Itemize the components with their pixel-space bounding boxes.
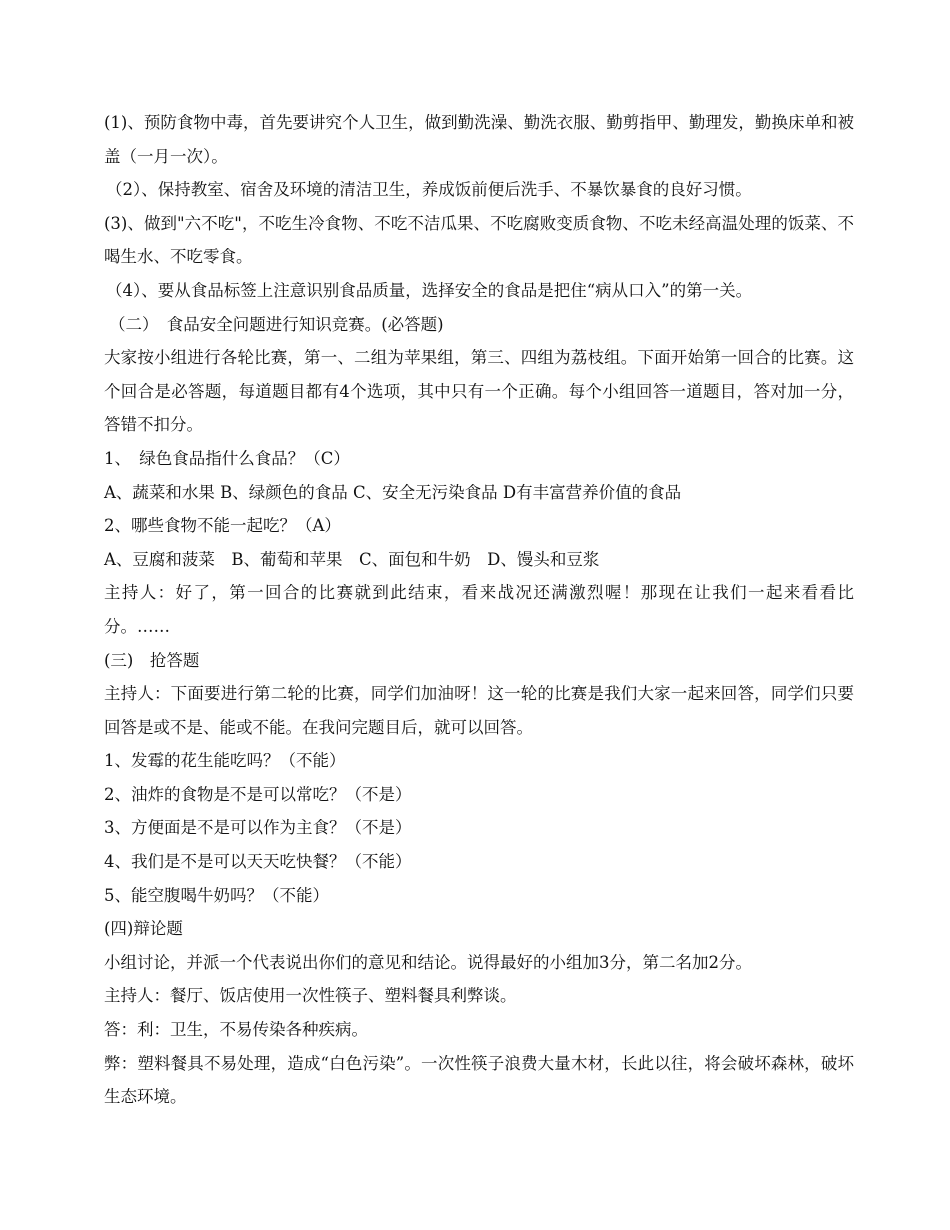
- question-moldy-peanuts: 1、发霉的花生能吃吗？（不能）: [104, 751, 346, 771]
- paragraph-food-labels: （4）、要从食品标签上注意识别食品质量，选择安全的食品是把住“病从口入”的第一关。: [106, 280, 753, 300]
- question-fried-food: 2、油炸的食物是不是可以常吃？（不是）: [104, 784, 412, 804]
- paragraph-cleanliness: （2）、保持教室、宿舍及环境的清洁卫生，养成饭前便后洗手、不暴饮暴食的良好习惯。: [106, 180, 752, 200]
- paragraph-six-dont-eat: (3)、做到"六不吃"，不吃生冷食物、不吃不洁瓜果、不吃腐败变质食物、不吃未经高温处理的饭菜、不喝生水、不吃零食。: [104, 213, 854, 267]
- question-food-combination: 2、哪些食物不能一起吃？（A）: [104, 516, 341, 536]
- section-heading-quiz: （二） 食品安全问题进行知识竞赛。(必答题): [109, 314, 444, 334]
- paragraph-quiz-rules: 大家按小组进行各轮比赛，第一、二组为苹果组，第三、四组为荔枝组。下面开始第一回合的比赛。这个回合是必答题，每道题目都有4个选项，其中只有一个正确。每个小组回答一道题目，答对加一分，答错不扣分。: [104, 348, 854, 435]
- document-page: [104, 106, 854, 1114]
- paragraph-answer-pros: 答：利：卫生，不易传染各种疾病。: [104, 1020, 368, 1040]
- question-empty-stomach-milk: 5、能空腹喝牛奶吗？（不能）: [104, 885, 329, 905]
- options-green-food: A、蔬菜和水果 B、绿颜色的食品 C、安全无污染食品 D有丰富营养价值的食品: [104, 482, 682, 502]
- options-food-combination: A、豆腐和菠菜 B、葡萄和苹果 C、面包和牛奶 D、馒头和豆浆: [104, 549, 600, 569]
- section-heading-buzzer: (三) 抢答题: [104, 650, 200, 670]
- question-instant-noodles: 3、方便面是不是可以作为主食？（不是）: [104, 818, 412, 838]
- question-fast-food: 4、我们是不是可以天天吃快餐？（不能）: [104, 852, 412, 872]
- paragraph-host-round-end: 主持人：好了，第一回合的比赛就到此结束，看来战况还满激烈喔！那现在让我们一起来看看比分。……: [104, 583, 854, 636]
- paragraph-debate-rules: 小组讨论，并派一个代表说出你们的意见和结论。说得最好的小组加3分，第二名加2分。: [104, 952, 752, 972]
- paragraph-host-round-two: 主持人：下面要进行第二轮的比赛，同学们加油呀！这一轮的比赛是我们大家一起来回答，同学们只要回答是或不是、能或不能。在我问完题目后，就可以回答。: [104, 684, 854, 737]
- section-heading-debate: (四)辩论题: [104, 919, 183, 939]
- question-green-food: 1、 绿色食品指什么食品？（C）: [104, 448, 350, 468]
- paragraph-host-debate-topic: 主持人：餐厅、饭店使用一次性筷子、塑料餐具利弊谈。: [104, 986, 517, 1006]
- paragraph-prevention-hygiene: (1)、预防食物中毒，首先要讲究个人卫生，做到勤洗澡、勤洗衣服、勤剪指甲、勤理发，勤换床单和被盖（一月一次）。: [104, 113, 854, 166]
- paragraph-answer-cons: 弊：塑料餐具不易处理，造成“白色污染”。一次性筷子浪费大量木材，长此以往，将会破坏森林，破坏生态环境。: [104, 1053, 854, 1107]
